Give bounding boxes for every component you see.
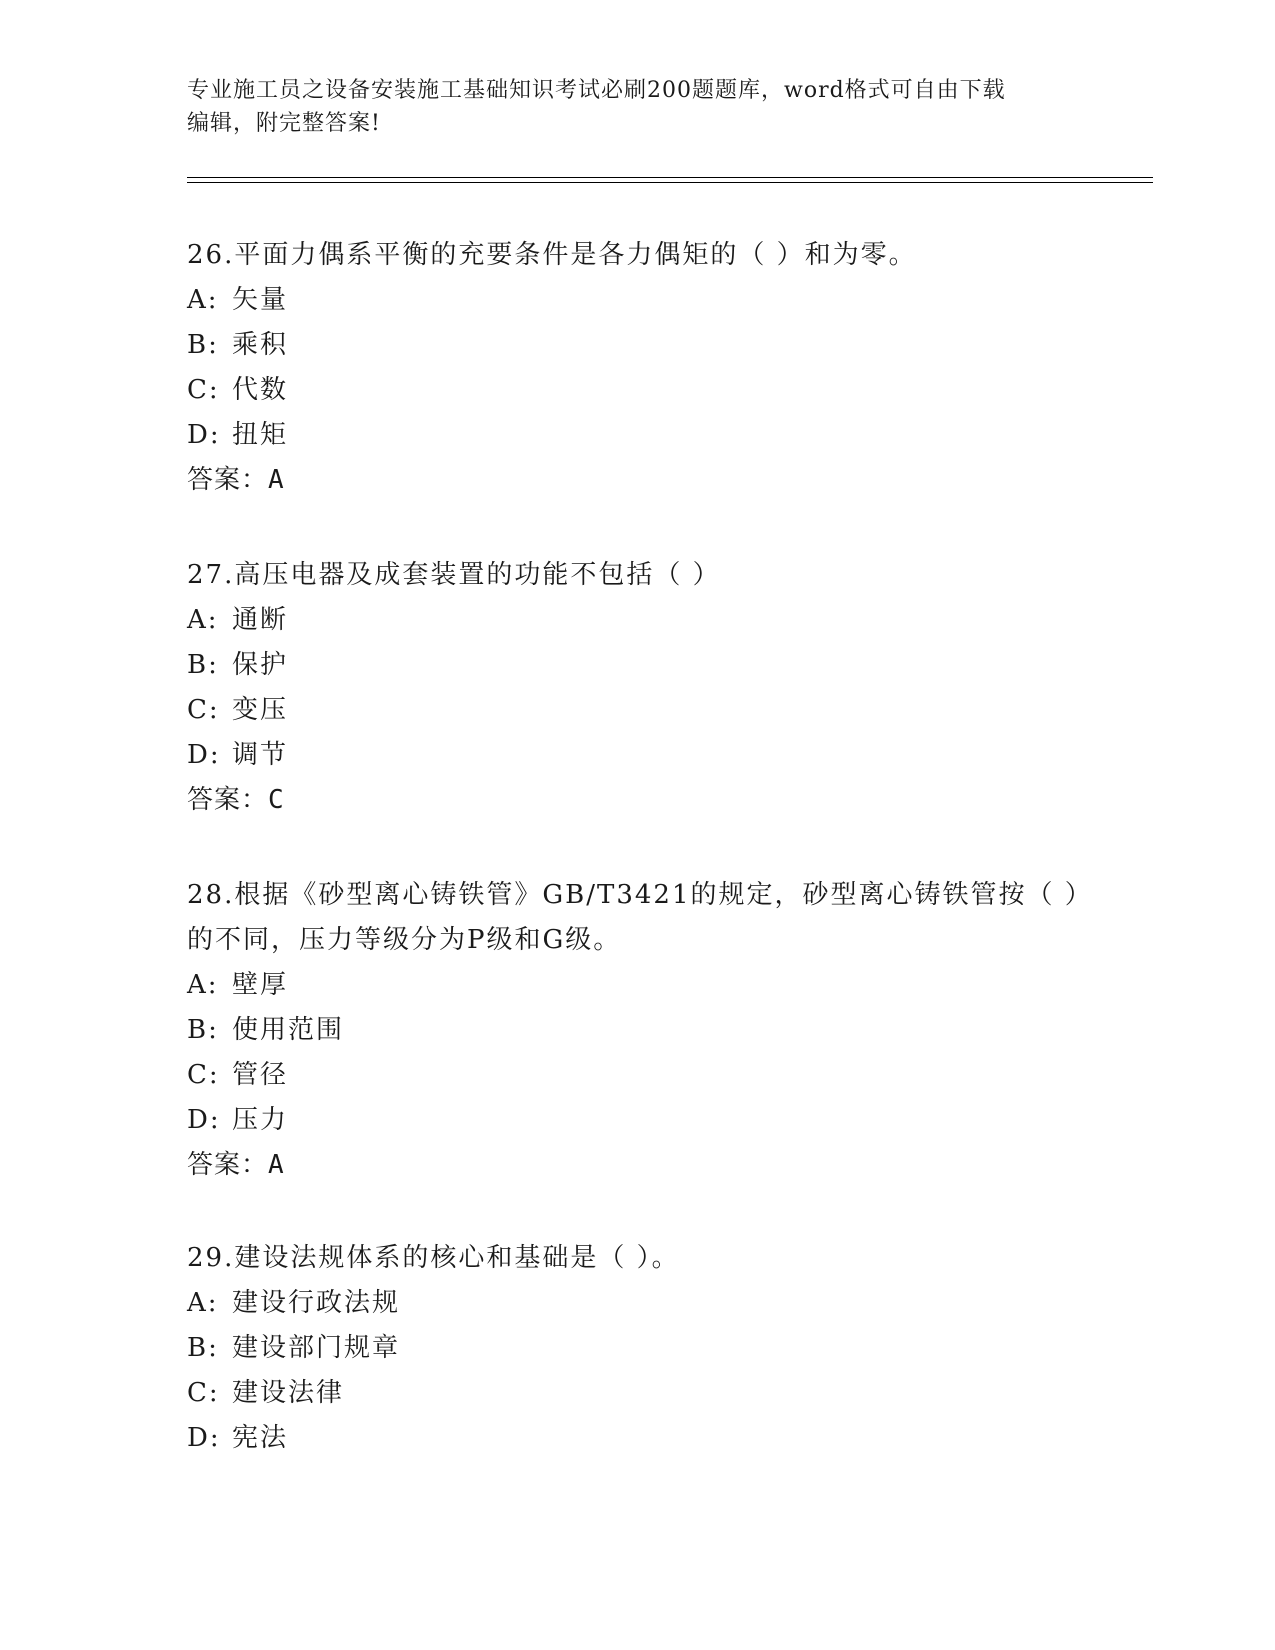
- question-stem: 29.建设法规体系的核心和基础是（ ）。: [187, 1243, 680, 1273]
- answer-line: 答案：A: [187, 465, 285, 495]
- question-26: [187, 233, 1087, 503]
- option-text: 建设行政法规: [232, 1288, 401, 1318]
- header-title-line-2: 编辑，附完整答案!: [187, 111, 381, 136]
- option-key: A:: [187, 605, 219, 635]
- option-c: [187, 1371, 1087, 1416]
- option-key: A:: [187, 1288, 219, 1318]
- option-text: 保护: [232, 650, 289, 680]
- option-text: 调节: [232, 740, 289, 770]
- option-key: B:: [187, 1333, 219, 1363]
- question-stem: 26.平面力偶系平衡的充要条件是各力偶矩的（ ）和为零。: [187, 240, 917, 270]
- option-key: B:: [187, 330, 219, 360]
- option-a: [187, 598, 1087, 643]
- option-text: 扭矩: [232, 420, 289, 450]
- option-d: [187, 413, 1087, 458]
- question-27: [187, 553, 1087, 823]
- option-text: 建设法律: [232, 1378, 345, 1408]
- option-key: C:: [187, 1060, 220, 1090]
- option-a: [187, 1281, 1087, 1326]
- header-divider-bottom: [187, 182, 1153, 183]
- question-stem: 28.根据《砂型离心铸铁管》GB/T3421的规定，砂型离心铸铁管按（ ）的不同，压力等级分为P级和G级。: [187, 880, 1080, 955]
- answer-line: 答案：A: [187, 1150, 285, 1180]
- option-b: [187, 1326, 1087, 1371]
- option-key: C:: [187, 695, 220, 725]
- option-text: 壁厚: [232, 970, 289, 1000]
- option-text: 管径: [232, 1060, 289, 1090]
- option-c: [187, 368, 1087, 413]
- option-text: 使用范围: [232, 1015, 345, 1045]
- option-key: C:: [187, 375, 220, 405]
- option-key: D:: [187, 740, 221, 770]
- option-key: D:: [187, 1423, 221, 1453]
- option-a: [187, 963, 1087, 1008]
- answer-line: 答案：C: [187, 785, 285, 815]
- option-text: 代数: [232, 375, 289, 405]
- option-text: 矢量: [232, 285, 289, 315]
- option-text: 通断: [232, 605, 289, 635]
- option-b: [187, 1008, 1087, 1053]
- option-key: B:: [187, 1015, 219, 1045]
- option-key: A:: [187, 970, 219, 1000]
- question-28: [187, 873, 1087, 1188]
- option-key: C:: [187, 1378, 220, 1408]
- option-b: [187, 323, 1087, 368]
- option-text: 压力: [232, 1105, 289, 1135]
- option-c: [187, 1053, 1087, 1098]
- option-d: [187, 733, 1087, 778]
- option-text: 宪法: [232, 1423, 289, 1453]
- option-a: [187, 278, 1087, 323]
- option-text: 变压: [232, 695, 289, 725]
- option-key: A:: [187, 285, 219, 315]
- question-29: [187, 1236, 1087, 1461]
- option-d: [187, 1416, 1087, 1461]
- document-header: [187, 74, 1067, 140]
- header-title-line-1: 专业施工员之设备安装施工基础知识考试必刷200题题库，word格式可自由下载: [187, 78, 1006, 103]
- option-text: 建设部门规章: [232, 1333, 401, 1363]
- header-divider-top: [187, 177, 1153, 178]
- option-key: D:: [187, 1105, 221, 1135]
- option-d: [187, 1098, 1087, 1143]
- option-b: [187, 643, 1087, 688]
- option-key: B:: [187, 650, 219, 680]
- option-c: [187, 688, 1087, 733]
- question-stem: 27.高压电器及成套装置的功能不包括（ ）: [187, 560, 721, 590]
- option-key: D:: [187, 420, 221, 450]
- option-text: 乘积: [232, 330, 289, 360]
